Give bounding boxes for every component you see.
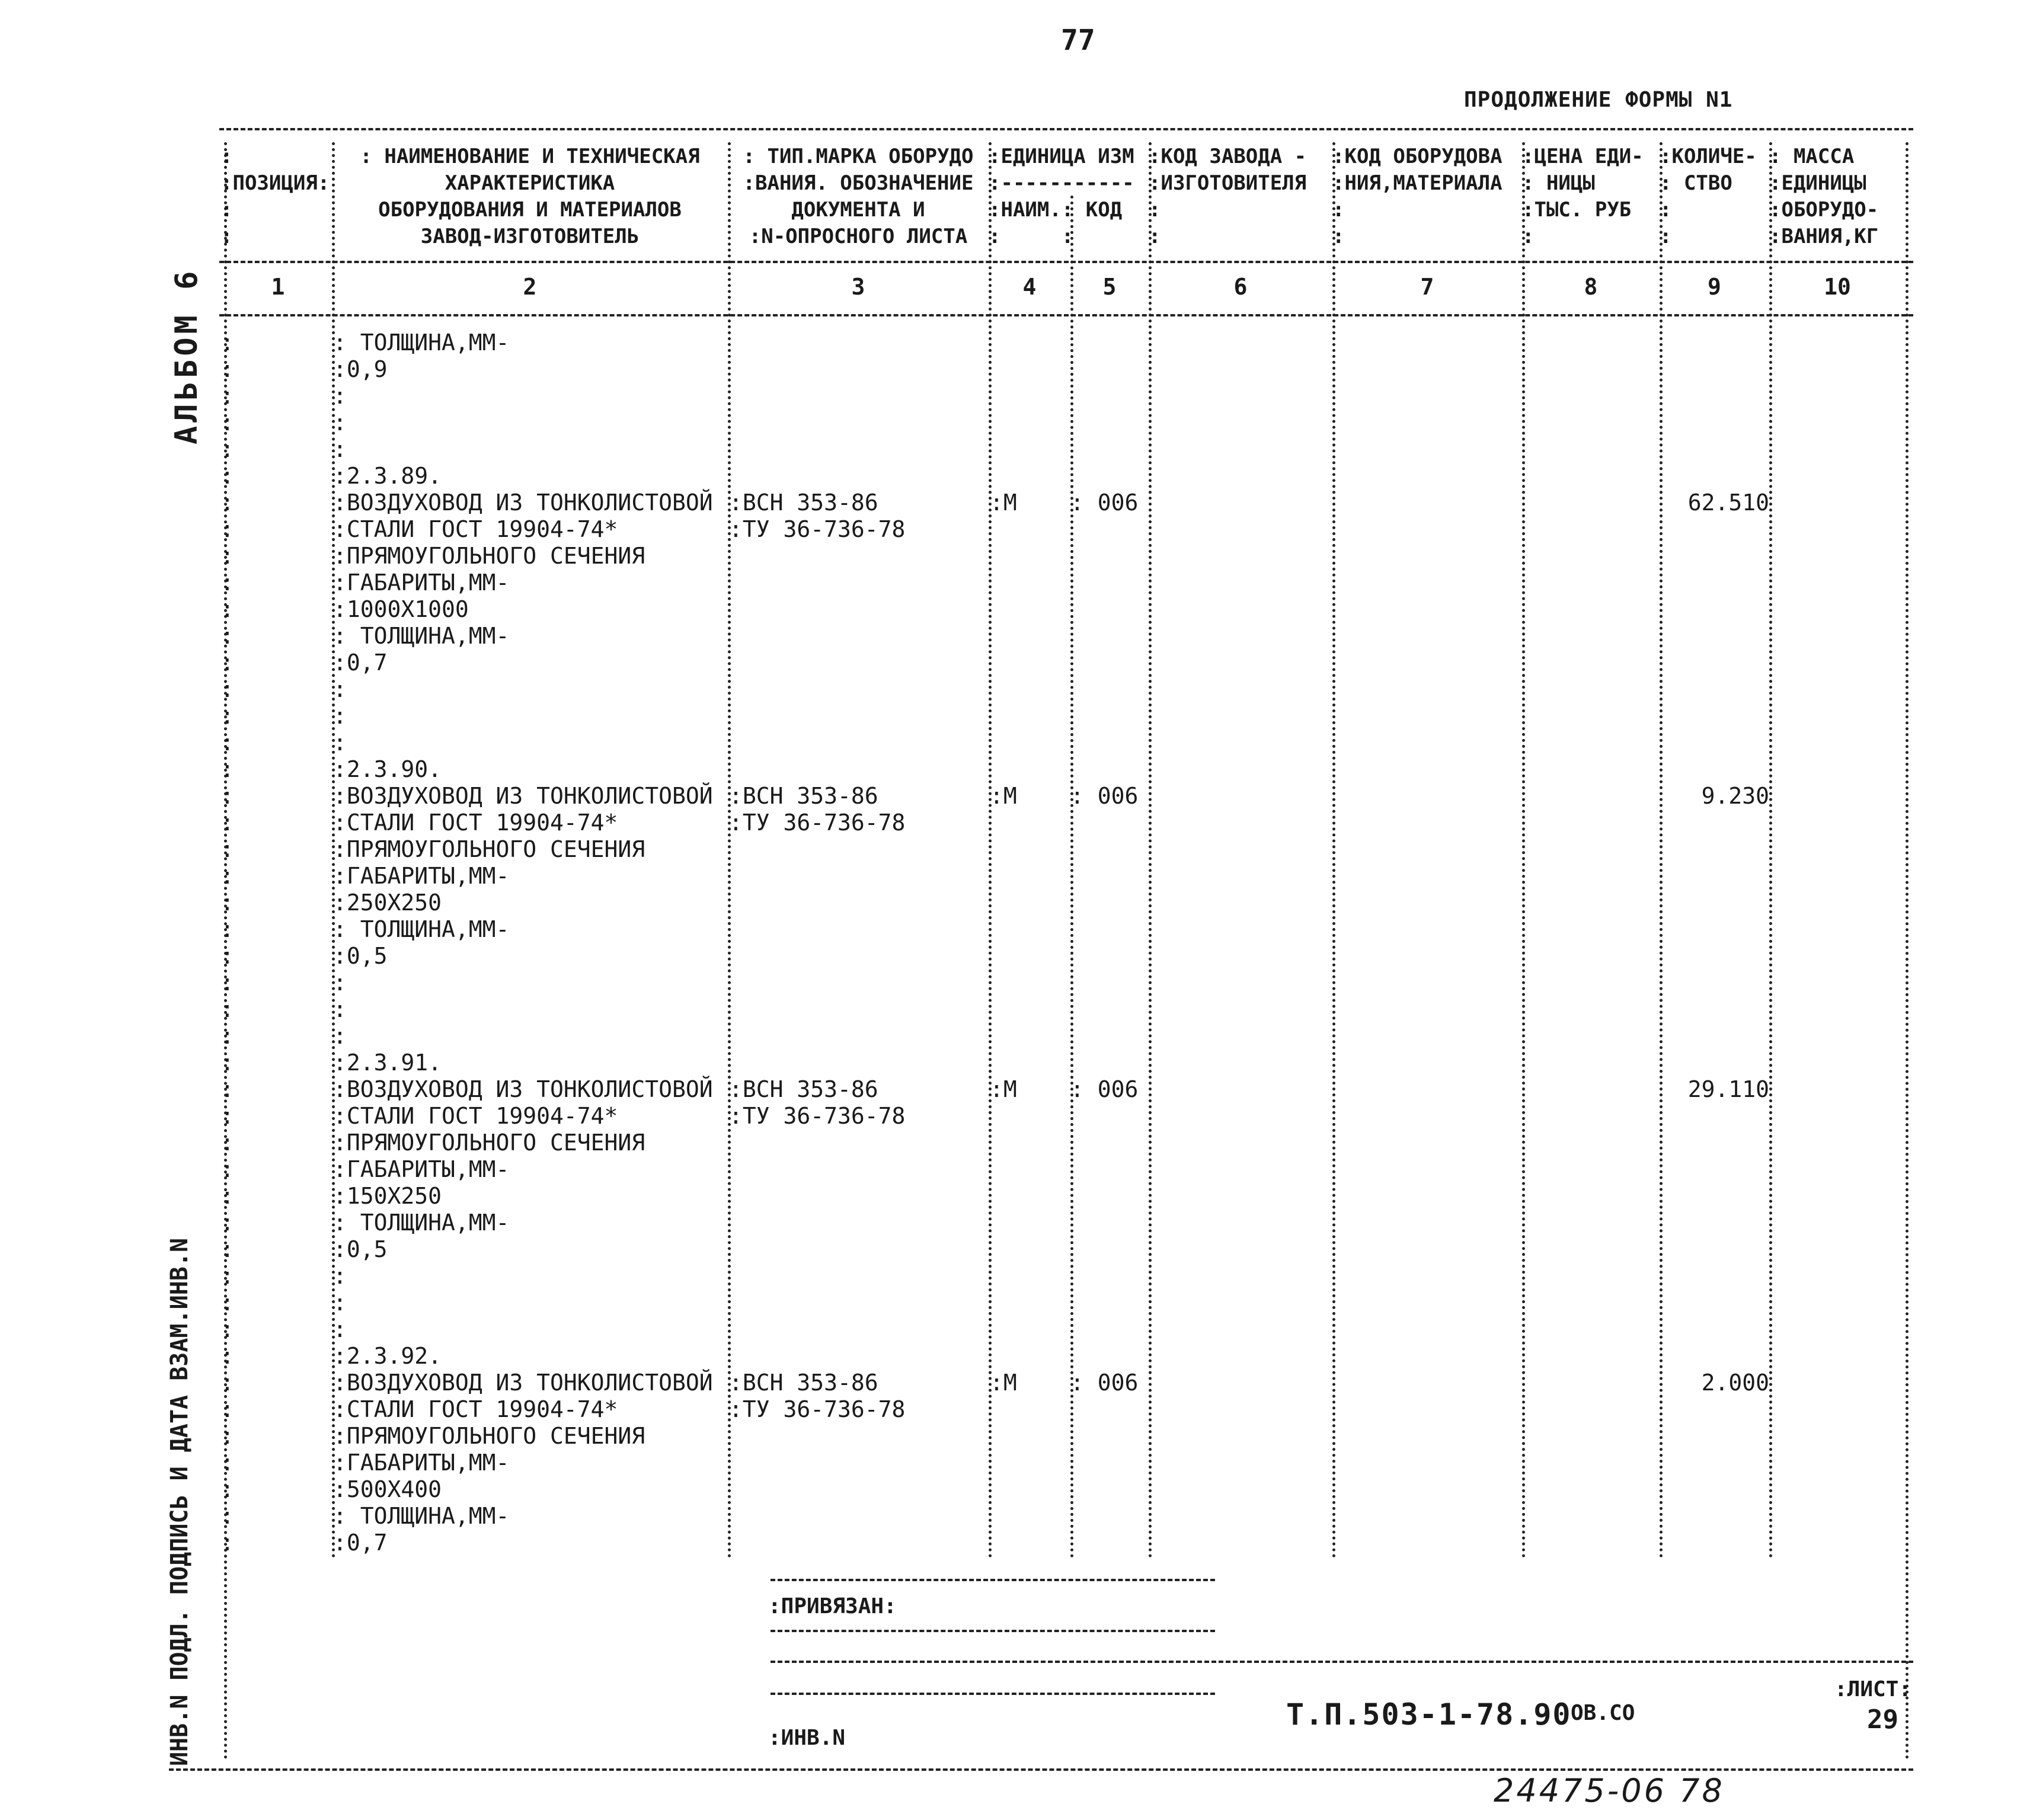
column-number-8: 8	[1584, 274, 1598, 300]
cell-c2: :ПРЯМОУГОЛЬНОГО СЕЧЕНИЯ	[333, 1130, 645, 1156]
row-marker: :	[220, 1236, 234, 1262]
row-marker: :	[220, 410, 234, 436]
row-marker: :	[220, 1396, 234, 1422]
cell-c2: :ГАБАРИТЫ,ММ-	[333, 1156, 510, 1182]
row-marker: :	[220, 1370, 234, 1396]
document-code: Т.П.503-1-78.90	[1286, 1697, 1572, 1732]
row-marker: :	[220, 330, 234, 356]
col-sep-7	[1522, 142, 1525, 1559]
cell-c2: :ПРЯМОУГОЛЬНОГО СЕЧЕНИЯ	[333, 543, 645, 569]
cell-c4: :М	[990, 1076, 1017, 1102]
cell-c2: :	[333, 703, 347, 729]
header-quantity: :КОЛИЧЕ- : СТВО : :	[1660, 145, 1757, 248]
header-position: : :ПОЗИЦИЯ: : :	[220, 145, 330, 248]
row-marker: :	[220, 1210, 234, 1236]
row-marker: :	[220, 730, 234, 756]
cell-c2: :2.3.92.	[333, 1343, 442, 1369]
col-sep-2	[728, 142, 731, 1559]
cell-c2: :	[333, 1023, 347, 1049]
cell-c2: :	[333, 996, 347, 1022]
row-marker: :	[220, 836, 234, 862]
column-number-7: 7	[1420, 274, 1434, 300]
row-marker: :	[220, 1290, 234, 1316]
sheet-number: 29	[1867, 1704, 1898, 1735]
col-sep-9	[1769, 142, 1772, 1559]
row-marker: :	[220, 1263, 234, 1289]
row-marker: :	[220, 996, 234, 1022]
cell-c2: :	[333, 1263, 347, 1289]
cell-c3: :ВСН 353-86	[729, 1370, 878, 1396]
cell-c2: :2.3.89.	[333, 463, 442, 489]
stamp-rule-3	[771, 1661, 1913, 1663]
cell-c2: :СТАЛИ ГОСТ 19904-74*	[333, 516, 618, 542]
handwritten-number: 24475-06 78	[1494, 1772, 1725, 1809]
column-number-4: 4	[1022, 274, 1037, 300]
cell-c4: :М	[990, 1370, 1017, 1396]
row-marker: :	[220, 570, 234, 596]
column-number-3: 3	[851, 274, 865, 300]
cell-c2: : ТОЛЩИНА,ММ-	[333, 330, 510, 356]
cell-c3: :ТУ 36-736-78	[729, 810, 906, 836]
row-marker: :	[220, 1476, 234, 1502]
cell-c3: :ТУ 36-736-78	[729, 516, 906, 542]
row-marker: :	[220, 890, 234, 916]
col-sep-6	[1332, 142, 1335, 1559]
row-marker: :	[220, 1183, 234, 1209]
row-marker: :	[220, 1130, 234, 1156]
col-sep-4	[1070, 196, 1073, 1559]
cell-c2: : ТОЛЩИНА,ММ-	[333, 623, 510, 649]
cell-c3: :ВСН 353-86	[729, 490, 878, 516]
cell-c2: :ВОЗДУХОВОД ИЗ ТОНКОЛИСТОВОЙ	[333, 783, 713, 809]
page-number: 77	[1061, 24, 1095, 57]
cell-c2: :500Х400	[333, 1476, 442, 1502]
cell-c2: :	[333, 436, 347, 462]
row-marker: :	[220, 1423, 234, 1449]
header-type: : ТИП.МАРКА ОБОРУДО :ВАНИЯ. ОБОЗНАЧЕНИЕ ДОКУМЕНТА И :N-ОПРОСНОГО ЛИСТА	[743, 145, 974, 248]
header-equipment-code: :КОД ОБОРУДОВА :НИЯ,МАТЕРИАЛА : :	[1332, 145, 1502, 248]
cell-c3: :ТУ 36-736-78	[729, 1396, 906, 1422]
cell-c2: :ГАБАРИТЫ,ММ-	[333, 570, 510, 596]
cell-c2: :	[333, 1290, 347, 1316]
row-marker: :	[220, 810, 234, 836]
sheet-label: :ЛИСТ:	[1834, 1677, 1912, 1701]
row-marker: :	[220, 383, 234, 409]
cell-c2: :0,7	[333, 1530, 388, 1556]
header-unit: :ЕДИНИЦА ИЗМ :----------- :НАИМ.: КОД : :	[989, 145, 1134, 248]
continuation-title: ПРОДОЛЖЕНИЕ ФОРМЫ N1	[1464, 88, 1733, 112]
row-marker: :	[220, 1316, 234, 1342]
table-top-rule	[219, 128, 1913, 130]
cell-quantity: 2.000	[1701, 1370, 1769, 1396]
cell-c5: : 006	[1070, 1370, 1139, 1396]
cell-c2: : ТОЛЩИНА,ММ-	[333, 916, 510, 942]
cell-c2: :ВОЗДУХОВОД ИЗ ТОНКОЛИСТОВОЙ	[333, 490, 713, 516]
table-bottom-rule	[169, 1768, 1913, 1771]
row-marker: :	[220, 863, 234, 889]
cell-c2: :150Х250	[333, 1183, 442, 1209]
column-number-1: 1	[271, 274, 285, 300]
row-marker: :	[220, 650, 234, 676]
cell-c2: :2.3.91.	[333, 1050, 442, 1076]
row-marker: :	[220, 703, 234, 729]
row-marker: :	[220, 1050, 234, 1076]
cell-c2: :1000Х1000	[333, 596, 469, 622]
header-name: : НАИМЕНОВАНИЕ И ТЕХНИЧЕСКАЯ ХАРАКТЕРИСТИКА ОБОРУДОВАНИЯ И МАТЕРИАЛОВ ЗАВОД-ИЗГОТОВИТЕЛЬ	[360, 145, 700, 248]
row-marker: :	[220, 916, 234, 942]
cell-c2: :ВОЗДУХОВОД ИЗ ТОНКОЛИСТОВОЙ	[333, 1370, 713, 1396]
row-marker: :	[220, 1503, 234, 1529]
row-marker: :	[220, 970, 234, 996]
cell-c3: :ВСН 353-86	[729, 783, 878, 809]
cell-c2: : ТОЛЩИНА,ММ-	[333, 1210, 510, 1236]
cell-quantity: 62.510	[1687, 490, 1769, 516]
cell-c2: :0,5	[333, 1236, 388, 1262]
row-marker: :	[220, 943, 234, 969]
row-marker: :	[220, 463, 234, 489]
cell-c2: :0,5	[333, 943, 388, 969]
cell-c2: :0,9	[333, 356, 388, 382]
row-marker: :	[220, 676, 234, 702]
stamp-rule-4	[771, 1693, 1215, 1695]
cell-c2: :ГАБАРИТЫ,ММ-	[333, 863, 510, 889]
header-factory-code: :КОД ЗАВОДА - :ИЗГОТОВИТЕЛЯ : :	[1149, 145, 1307, 248]
document-suffix: ОВ.СО	[1571, 1701, 1635, 1725]
cell-c3: :ВСН 353-86	[729, 1076, 878, 1102]
row-marker: :	[220, 623, 234, 649]
cell-c5: : 006	[1070, 490, 1139, 516]
cell-c2: :	[333, 730, 347, 756]
column-number-10: 10	[1824, 274, 1851, 300]
column-number-2: 2	[523, 274, 537, 300]
cell-c4: :М	[990, 783, 1017, 809]
cell-c2: :	[333, 383, 347, 409]
stamp-rule-2	[771, 1630, 1215, 1632]
row-marker: :	[220, 1343, 234, 1369]
column-number-6: 6	[1233, 274, 1248, 300]
header-price: :ЦЕНА ЕДИ- : НИЦЫ :ТЫС. РУБ :	[1522, 145, 1644, 248]
col-sep-8	[1660, 142, 1663, 1559]
cell-c2: :2.3.90.	[333, 756, 442, 782]
inv-label: :ИНВ.N	[768, 1726, 846, 1750]
row-marker: :	[220, 1103, 234, 1129]
cell-c2: :	[333, 676, 347, 702]
margin-sign-labels: ИНВ.N ПОДЛ. ПОДПИСЬ И ДАТА ВЗАМ.ИНВ.N	[166, 1237, 193, 1766]
cell-c2: :0,7	[333, 650, 388, 676]
cell-c2: :ПРЯМОУГОЛЬНОГО СЕЧЕНИЯ	[333, 1423, 645, 1449]
header-mass: : МАССА :ЕДИНИЦЫ :ОБОРУДО- :ВАНИЯ,КГ	[1769, 145, 1879, 248]
cell-c2: : ТОЛЩИНА,ММ-	[333, 1503, 510, 1529]
row-marker: :	[220, 1076, 234, 1102]
row-marker: :	[220, 783, 234, 809]
cell-quantity: 9.230	[1701, 783, 1769, 809]
cell-c5: : 006	[1070, 1076, 1139, 1102]
cell-c2: :ВОЗДУХОВОД ИЗ ТОНКОЛИСТОВОЙ	[333, 1076, 713, 1102]
cell-c4: :М	[990, 490, 1017, 516]
cell-c2: :	[333, 1316, 347, 1342]
bound-label: :ПРИВЯЗАН:	[768, 1594, 897, 1619]
row-marker: :	[220, 516, 234, 542]
row-marker: :	[220, 436, 234, 462]
row-marker: :	[220, 543, 234, 569]
row-marker: :	[220, 1450, 234, 1476]
column-number-5: 5	[1102, 274, 1117, 300]
stamp-rule-1	[771, 1579, 1215, 1581]
row-marker: :	[220, 1156, 234, 1182]
column-number-9: 9	[1708, 274, 1721, 300]
row-marker: :	[220, 756, 234, 782]
row-marker: :	[220, 356, 234, 382]
row-marker: :	[220, 596, 234, 622]
col-sep-5	[1149, 142, 1152, 1559]
cell-quantity: 29.110	[1687, 1076, 1769, 1102]
cell-c2: :250Х250	[333, 890, 442, 916]
row-marker: :	[220, 490, 234, 516]
album-label: АЛЬБОМ 6	[169, 267, 204, 444]
row-marker: :	[220, 1530, 234, 1556]
cell-c2: :СТАЛИ ГОСТ 19904-74*	[333, 1103, 618, 1129]
cell-c2: :	[333, 410, 347, 436]
col-sep-3	[989, 142, 992, 1559]
cell-c2: :ГАБАРИТЫ,ММ-	[333, 1450, 510, 1476]
cell-c2: :	[333, 970, 347, 996]
cell-c2: :ПРЯМОУГОЛЬНОГО СЕЧЕНИЯ	[333, 836, 645, 862]
cell-c5: : 006	[1070, 783, 1139, 809]
cell-c3: :ТУ 36-736-78	[729, 1103, 906, 1129]
row-marker: :	[220, 1023, 234, 1049]
cell-c2: :СТАЛИ ГОСТ 19904-74*	[333, 810, 618, 836]
col-sep-right	[1906, 142, 1908, 1760]
cell-c2: :СТАЛИ ГОСТ 19904-74*	[333, 1396, 618, 1422]
